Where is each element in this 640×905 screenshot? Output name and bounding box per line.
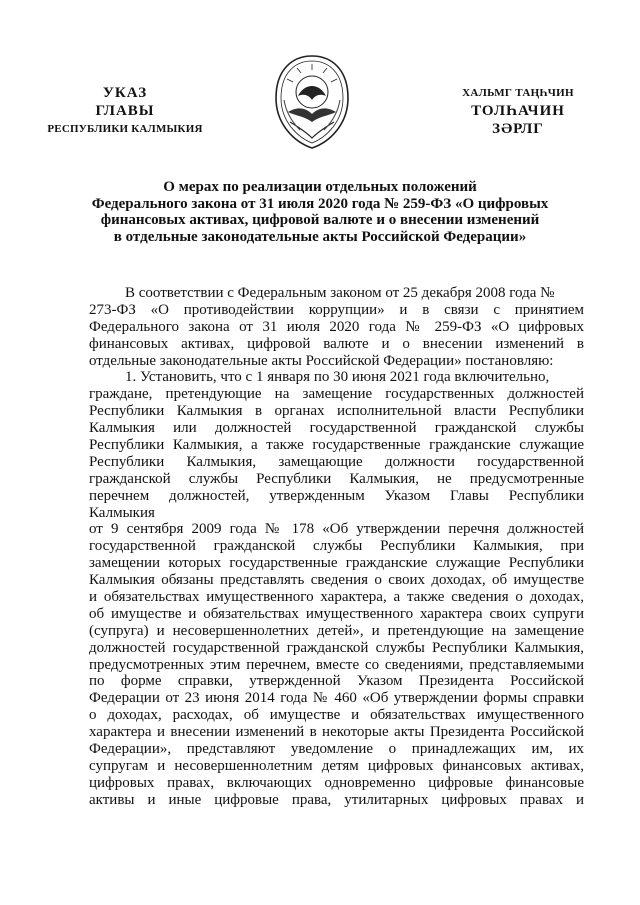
body-line: характера и внесении изменений в некоторые акты Президента Российской — [89, 724, 584, 741]
title-line: О мерах по реализации отдельных положений — [163, 179, 477, 195]
body-line: Республики Калмыкия в органах исполнительной власти Республики — [89, 403, 584, 420]
body-line: активы и иные цифровые права, утилитарных цифровых правах и — [89, 791, 584, 808]
body-line: В соответствии с Федеральным законом от 25 декабря 2008 года № — [125, 285, 555, 301]
body-line: об имуществе и обязательствах имущественного характера своих супруги — [89, 605, 584, 622]
header-left-line-3: РЕСПУБЛИКИ КАЛМЫКИЯ — [47, 123, 203, 135]
body-line: государственной гражданской службы Республики Калмыкия, при — [89, 538, 584, 555]
body-line: должностей государственной гражданской службы Республики Калмыкия, — [89, 639, 584, 656]
document-title — [60, 179, 580, 245]
body-line: (супруга) и несовершеннолетних детей», и претендующие на замещение — [89, 622, 584, 639]
header-right-line-3: ЗӘРЛГ — [492, 121, 544, 137]
title-line: в отдельные законодательные акты Российской Федерации» — [113, 228, 527, 245]
body-line: по форме справки, утвержденной Указом Президента Российской — [89, 673, 584, 690]
header-left-line-1: УКАЗ — [102, 85, 148, 101]
body-line: перечнем должностей, утвержденным Указом Главы Республики — [89, 487, 584, 504]
body-line: Калмыкия — [89, 504, 155, 521]
body-line: Федерации», представляют уведомление о принадлежащих им, их — [89, 741, 584, 758]
body-line: супругам и несовершеннолетним детям цифровых финансовых активах, — [89, 757, 584, 774]
title-line: Федерального закона от 31 июля 2020 года № 259-ФЗ «О цифровых — [91, 195, 549, 212]
body-line: Федерации от 23 июня 2014 года № 460 «Об утверждении формы справки — [89, 690, 584, 707]
header-right — [432, 84, 604, 138]
body-line: Федерального закона от 31 июля 2020 года № 259-ФЗ «О цифровых — [89, 318, 584, 335]
header-left-line-2: ГЛАВЫ — [95, 103, 155, 119]
header-right-line-1: ХАЛЬМГ ТАҢҺЧИН — [462, 87, 574, 99]
body-line: предусмотренных этим перечнем, вместе со сведениями, представляемыми — [89, 656, 584, 673]
body-line: Калмыкия или должностей государственной гражданской службы — [89, 420, 584, 437]
body-line: и обязательствах имущественного характера, а также сведения о доходах, — [89, 589, 584, 606]
body-line: гражданской службы Республики Калмыкия, не предусмотренные — [89, 470, 584, 487]
body-line: Калмыкия обязаны представлять сведения о своих доходах, об имуществе — [89, 572, 584, 589]
header-right-line-2: ТОЛҺАЧИН — [471, 103, 565, 119]
body-line: о доходах, расходах, об имуществе и обязательствах имущественного — [89, 707, 584, 724]
coat-of-arms-emblem — [270, 52, 354, 152]
body-line: замещении которых государственные гражданские служащие Республики — [89, 555, 584, 572]
body-line: отдельные законодательные акты Российской Федерации» постановляю: — [89, 352, 554, 369]
header-left — [30, 84, 220, 138]
body-line: цифровых правах, включающих одновременно цифровые финансовые — [89, 774, 584, 791]
body-line: Республики Калмыкия, замещающие должности государственной — [89, 453, 584, 470]
body-line: Республики Калмыкия, а также государственные гражданские служащие — [89, 437, 584, 454]
body-line: финансовых активах, цифровой валюте и о внесении изменений в — [89, 335, 584, 352]
title-line: финансовых активах, цифровой валюте и о внесении изменений — [100, 212, 540, 228]
body-line: 1. Установить, что с 1 января по 30 июня 2021 года включительно, — [125, 369, 550, 386]
body-line: граждане, претендующие на замещение государственных должностей — [89, 386, 584, 403]
body-line: 273-ФЗ «О противодействии коррупции» и в связи с принятием — [89, 301, 584, 318]
body-line: от 9 сентября 2009 года № 178 «Об утверждении перечня должностей — [89, 521, 584, 538]
document-body — [89, 285, 584, 809]
